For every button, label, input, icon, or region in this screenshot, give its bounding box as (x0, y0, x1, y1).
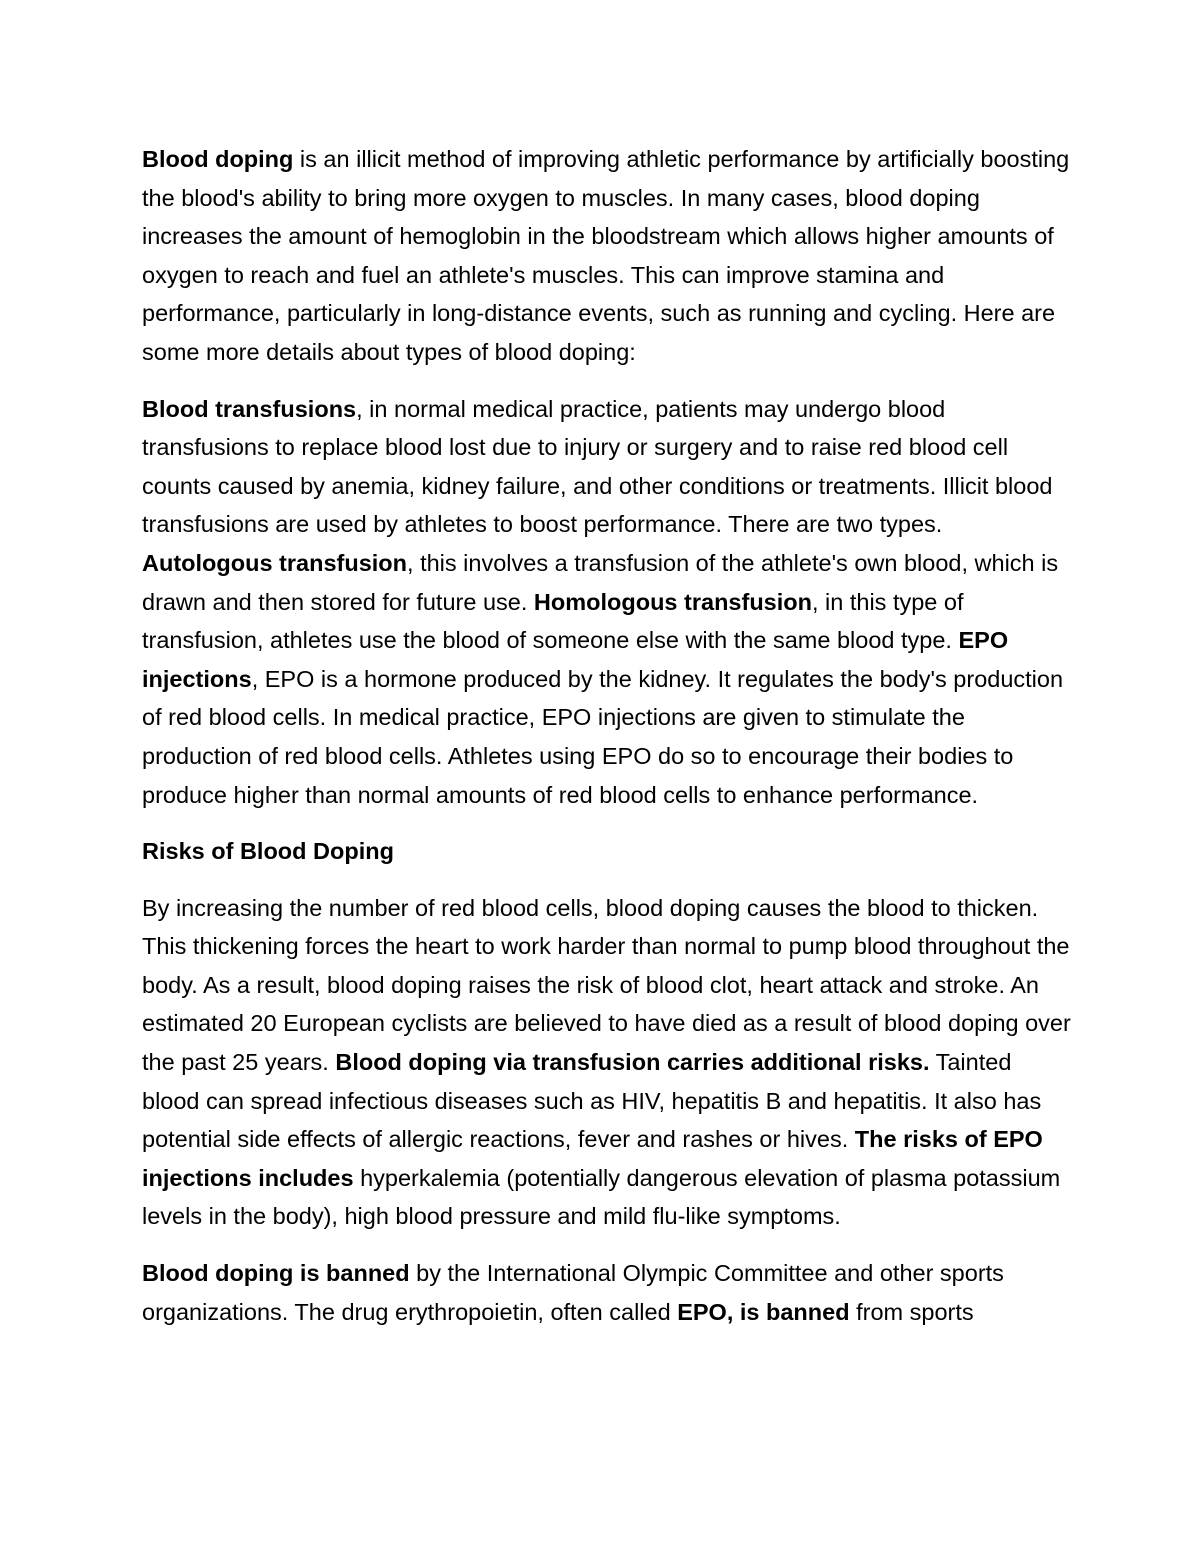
intro-paragraph (142, 140, 1072, 372)
risks-text-1: By increasing the number of red blood cells, blood doping causes the blood to thicken. This thickening forces the heart to work harder than normal to pump blood throughout the body. As a result, blood doping raises the risk of blood clot, heart attack and stroke. An estimated 20 European cyclists are believed to have died as a result of blood doping over the past 25 years. (142, 894, 1071, 1076)
ban-paragraph (142, 1254, 1072, 1331)
term-blood-doping: Blood doping (142, 146, 294, 172)
intro-text: is an illicit method of improving athletic performance by artificially boosting the blood's ability to bring more oxygen to muscles. In many cases, blood doping increases the amount of hemoglobin in the bloodstream which allows higher amounts of oxygen to reach and fuel an athlete's muscles. This can improve stamina and performance, particularly in long-distance events, such as running and cycling. Here are some more details about types of blood doping: (142, 146, 1070, 365)
document-page (142, 140, 1072, 1349)
types-paragraph (142, 390, 1072, 815)
risks-text-2: Tainted blood can spread infectious diseases such as HIV, hepatitis B and hepatitis. It also has potential side effects of allergic reactions, fever and rashes or hives. (142, 1049, 1042, 1153)
term-blood-doping-banned: Blood doping is banned (142, 1260, 410, 1287)
risks-heading-text: Risks of Blood Doping (142, 838, 394, 865)
ban-text-2: from sports (849, 1298, 974, 1325)
types-text-2: , this involves a transfusion of the athlete's own blood, which is drawn and then stored for future use. (142, 549, 1059, 615)
risks-heading (142, 832, 1072, 871)
types-text-1: , in normal medical practice, patients may undergo blood transfusions to replace blood lost due to injury or surgery and to raise red blood cell counts caused by anemia, kidney failure, and other conditions or treatments. Illicit blood transfusions are used by athletes to boost performance. There are two types. (142, 395, 1053, 538)
term-homologous-transfusion: Homologous transfusion (533, 588, 812, 615)
term-blood-transfusions: Blood transfusions (142, 395, 357, 422)
term-autologous-transfusion: Autologous transfusion (142, 549, 408, 576)
types-text-4: , EPO is a hormone produced by the kidney. It regulates the body's production of red blood cells. In medical practice, EPO injections are given to stimulate the production of red blood cells. Athletes using EPO do so to encourage their bodies to produce higher than normal amounts of red blood cells to enhance performance. (142, 665, 1064, 808)
term-transfusion-risks: Blood doping via transfusion carries additional risks. (335, 1049, 930, 1076)
risks-text-3: hyperkalemia (potentially dangerous elevation of plasma potassium levels in the body), high blood pressure and mild flu-like symptoms. (142, 1164, 1061, 1230)
term-epo-banned: EPO, is banned (677, 1298, 850, 1325)
risks-paragraph (142, 889, 1072, 1236)
term-epo-risks: The risks of EPO injections includes (142, 1126, 1043, 1191)
types-text-3: , in this type of transfusion, athletes use the blood of someone else with the same blood type. (142, 588, 964, 654)
ban-text-1: by the International Olympic Committee and other sports organizations. The drug erythropoietin, often called (142, 1260, 1004, 1325)
term-epo-injections: EPO injections (142, 627, 1009, 692)
